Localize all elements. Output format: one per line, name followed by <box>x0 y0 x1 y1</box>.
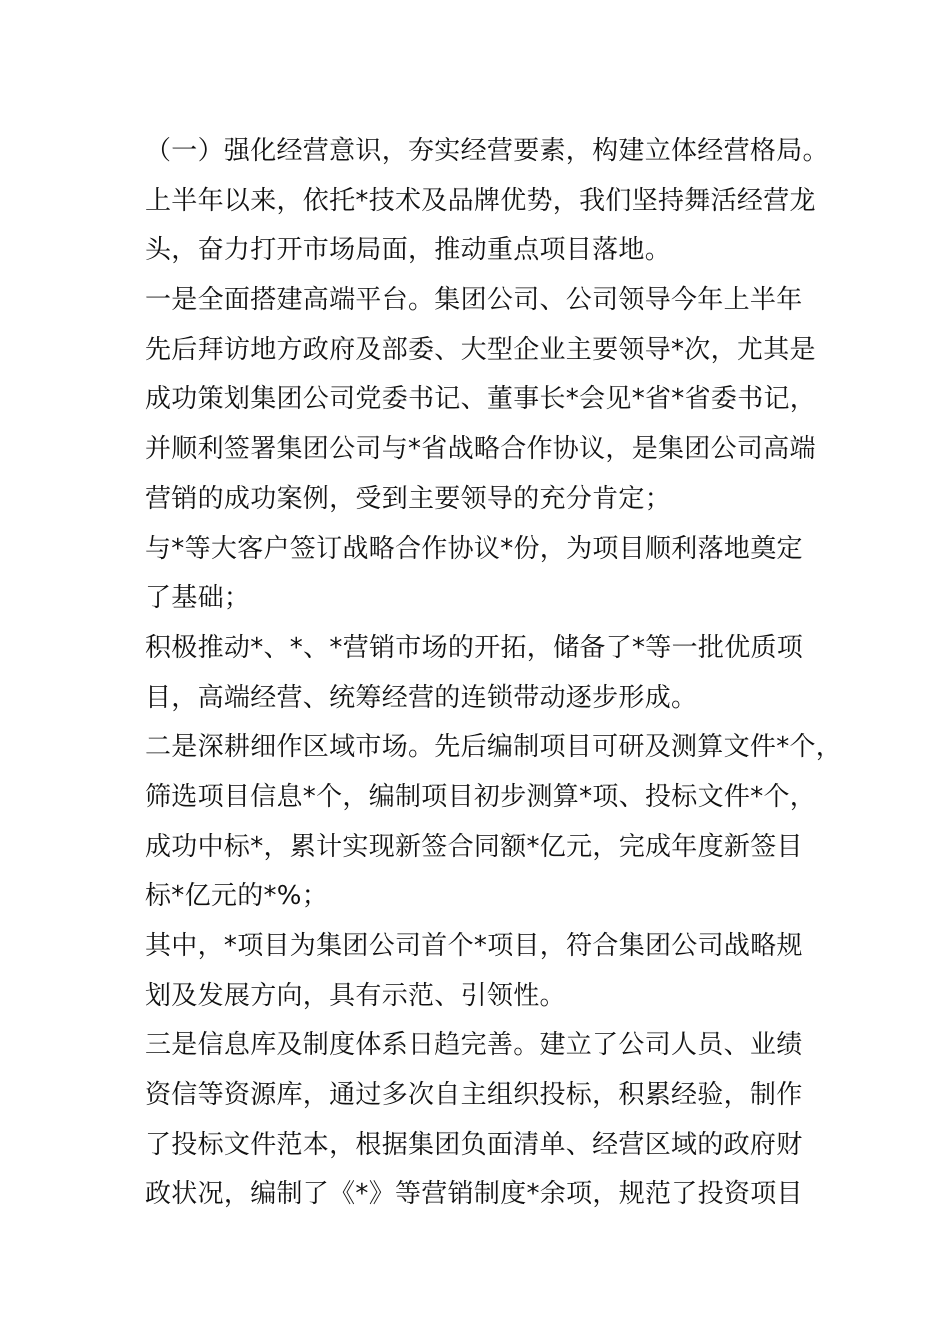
section-heading: （一）强化经营意识，夯实经营要素，构建立体经营格局。 <box>145 136 829 166</box>
text-line: 标*亿元的*%； <box>145 881 329 912</box>
document-body <box>145 127 845 1220</box>
text-line: 了基础； <box>145 583 251 614</box>
text-line: 成功策划集团公司党委书记、董事长*会见*省*省委书记， <box>145 384 817 415</box>
text-line: 资信等资源库，通过多次自主组织投标，积累经验，制作 <box>145 1080 803 1111</box>
text-line: 三是信息库及制度体系日趋完善。建立了公司人员、业绩 <box>145 1030 803 1061</box>
text-line: 了投标文件范本，根据集团负面清单、经营区域的政府财 <box>145 1129 803 1160</box>
text-line: 积极推动*、*、*营销市场的开拓，储备了*等一批优质项 <box>145 632 804 663</box>
text-line: 与*等大客户签订战略合作协议*份，为项目顺利落地奠定 <box>145 533 803 564</box>
text-line: 头，奋力打开市场局面，推动重点项目落地。 <box>145 235 672 266</box>
text-line: 筛选项目信息*个，编制项目初步测算*项、投标文件*个， <box>145 781 817 812</box>
text-line: 并顺利签署集团公司与*省战略合作协议，是集团公司高端 <box>145 434 816 465</box>
text-line: 营销的成功案例，受到主要领导的充分肯定； <box>145 483 672 514</box>
text-line: 其中，*项目为集团公司首个*项目，符合集团公司战略规 <box>145 931 803 961</box>
text-line: 先后拜访地方政府及部委、大型企业主要领导*次，尤其是 <box>145 334 816 365</box>
text-line: 目，高端经营、统筹经营的连锁带动逐步形成。 <box>145 682 698 713</box>
text-line: 一是全面搭建高端平台。集团公司、公司领导今年上半年 <box>145 285 803 316</box>
text-line: 划及发展方向，具有示范、引领性。 <box>145 980 566 1011</box>
text-line: 政状况，编制了《*》等营销制度*余项，规范了投资项目 <box>145 1179 803 1210</box>
text-line: 上半年以来，依托*技术及品牌优势，我们坚持舞活经营龙 <box>145 185 816 216</box>
text-line: 二是深耕细作区域市场。先后编制项目可研及测算文件*个， <box>145 732 843 763</box>
text-line: 成功中标*，累计实现新签合同额*亿元，完成年度新签目 <box>145 831 803 862</box>
